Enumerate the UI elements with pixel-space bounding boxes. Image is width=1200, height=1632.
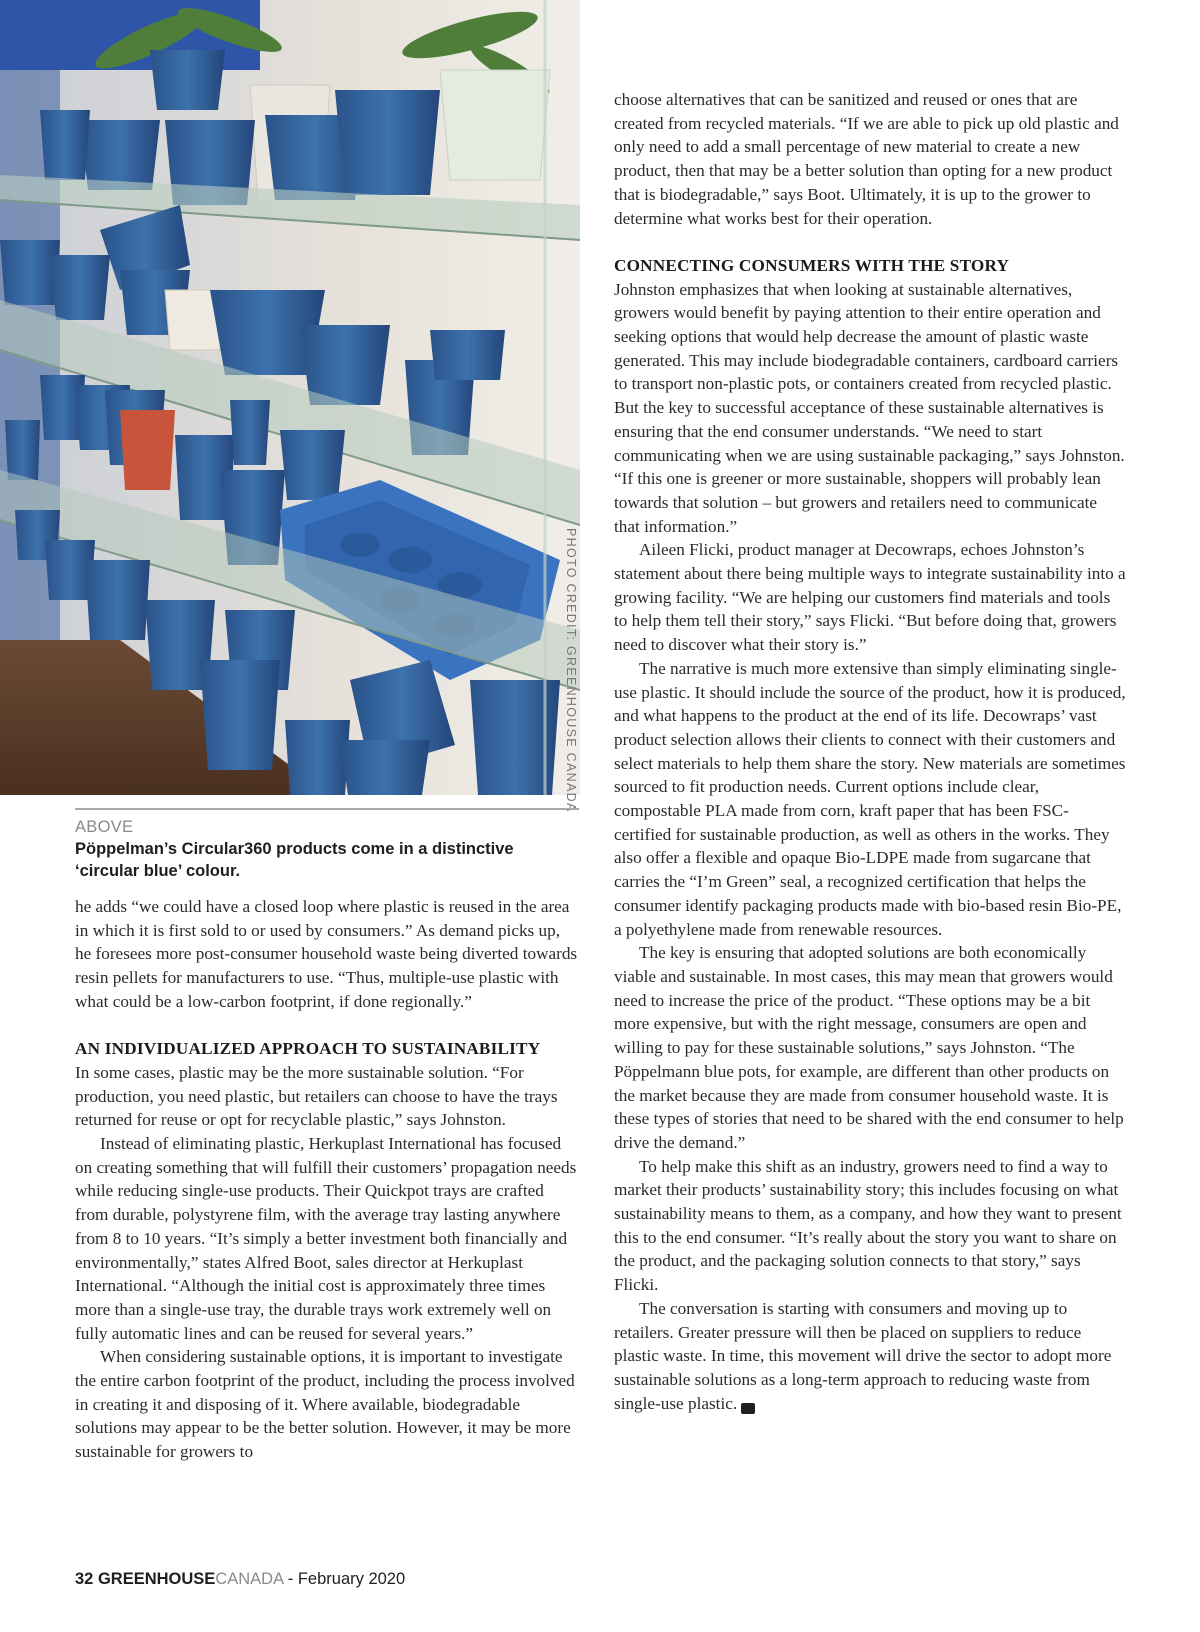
left-paragraph-4: When considering sustainable options, it is important to investigate the entire carbon footprint of the product, including the process involved in creating it and disposing of it. Where available, biodegradable solutions may appear to be the better solution. However, it may be more sustainable for growers to xyxy=(75,1347,575,1462)
right-paragraph-7-text: The conversation is starting with consumers and moving up to retailers. Greater pressure will then be placed on suppliers to reduce plastic waste. In time, this movement will drive the sector to adopt more sustainable solutions as a long-term approach to reducing waste from single-use plastic. xyxy=(614,1298,1112,1413)
left-paragraph-2: In some cases, plastic may be the more sustainable solution. “For production, you need plastic, but retailers can choose to have the trays returned for reuse or opt for recyclable plastic,” says Johnston. xyxy=(75,1062,558,1130)
right-paragraph-5: The key is ensuring that adopted solutions are both economically viable and sustainable. In most cases, this may mean that growers would need to increase the price of the product. “These options may be a bit more expensive, but with the right message, consumers are open and willing to pay for these sustainable solutions,” says Johnston. “The Pöppelmann blue pots, for example, are different than other products on the market because they are made from consumer household waste. It is these types of stories that need to be shared with the end consumer to help drive the demand.” xyxy=(614,943,1124,1152)
caption-label: ABOVE xyxy=(75,818,134,836)
gc-logo-icon: GC xyxy=(741,1403,755,1414)
page-number: 32 xyxy=(75,1570,94,1588)
photo-shelves-illustration xyxy=(0,0,580,795)
footer-brand-bold: GREENHOUSE xyxy=(97,1570,216,1588)
right-paragraph-3: Aileen Flicki, product manager at Decowraps, echoes Johnston’s statement about there being multiple ways to integrate sustainability into a growing facility. “We are helping our customers find materials and tools to help them tell their story,” says Flicki. “But before doing that, growers need to discover what their story is.” xyxy=(614,540,1126,655)
article-photo xyxy=(0,0,580,795)
footer-brand-light: CANADA xyxy=(215,1570,284,1588)
page-footer xyxy=(75,1570,405,1589)
right-paragraph-1: choose alternatives that can be sanitized and reused or ones that are created from recycled materials. “If we are able to pick up old plastic and only need to add a small percentage of new material to create a new product, then that may be a better solution than opting for a new product that is biodegradable,” says Boot. Ultimately, it is up to the grower to determine what works best for their operation. xyxy=(614,90,1119,228)
photo-credit: PHOTO CREDIT: GREENHOUSE CANADA xyxy=(564,528,578,813)
right-paragraph-7 xyxy=(614,1297,1126,1416)
footer-date: - February 2020 xyxy=(287,1570,406,1588)
photo-caption xyxy=(75,808,579,882)
right-paragraph-2: Johnston emphasizes that when looking at sustainable alternatives, growers would benefit by paying attention to their entire operation and seeking options that would help decrease the amount of plastic waste generated. This may include biodegradable containers, cardboard carriers to transport non-plastic pots, or containers created from recycled plastic. But the key to successful acceptance of these sustainable alternatives is ensuring that the end consumer understands. “We need to start communicating when we are using sustainable packaging,” says Johnston. “If this one is greener or more sustainable, shoppers will probably lean towards that solution – but growers and retailers need to communicate that information.” xyxy=(614,279,1125,536)
caption-text: Pöppelman’s Circular360 products come in a distinctive ‘circular blue’ colour. xyxy=(75,840,514,880)
section-heading-connecting: CONNECTING CONSUMERS WITH THE STORY xyxy=(614,255,1010,275)
right-paragraph-4: The narrative is much more extensive than simply eliminating single-use plastic. It should include the source of the product, how it is produced, and what happens to the product at the end of its life. Decowraps’ vast product selection allows their clients to connect with their customers and select materials to help them share the story. New materials are sometimes sourced to fit production needs. Current options include clear, compostable PLA made from corn, kraft paper that has been FSC-certified for sustainable production, as well as others in the works. They also offer a flexible and opaque Bio-LDPE made from sugarcane that carries the “I’m Green” seal, a recognized certification that helps the consumer identify packaging products made with bio-based resin Bio-PE, a polyethylene made from renewable resources. xyxy=(614,658,1126,939)
right-column xyxy=(614,88,1126,1415)
section-heading-individualized: AN INDIVIDUALIZED APPROACH TO SUSTAINABILITY xyxy=(75,1039,541,1059)
left-paragraph-1: he adds “we could have a closed loop where plastic is reused in the area in which it is first sold to or used by consumers.” As demand picks up, he foresees more post-consumer household waste being diverted towards resin pellets for manufacturers to use. “Thus, multiple-use plastic with what could be a low-carbon footprint, if done regionally.” xyxy=(75,897,578,1011)
left-column xyxy=(75,895,579,1464)
right-paragraph-6: To help make this shift as an industry, growers need to find a way to market their products’ sustainability story; this includes focusing on what sustainability means to them, as a company, and how they want to present this to the end consumer. “It’s really about the story you want to share on the product, and the packaging solution connects to that story,” says Flicki. xyxy=(614,1156,1122,1295)
left-paragraph-3: Instead of eliminating plastic, Herkuplast International has focused on creating something that will fulfill their customers’ propagation needs while reducing single-use products. Their Quickpot trays are crafted from durable, polystyrene film, with the average tray lasting anywhere from 8 to 10 years. “It’s simply a better investment both financially and environmentally,” states Alfred Boot, sales director at Herkuplast International. “Although the initial cost is approximately three times more than a single-use tray, the durable trays work extremely well on fully automatic lines and can be reused for several years.” xyxy=(75,1134,577,1343)
